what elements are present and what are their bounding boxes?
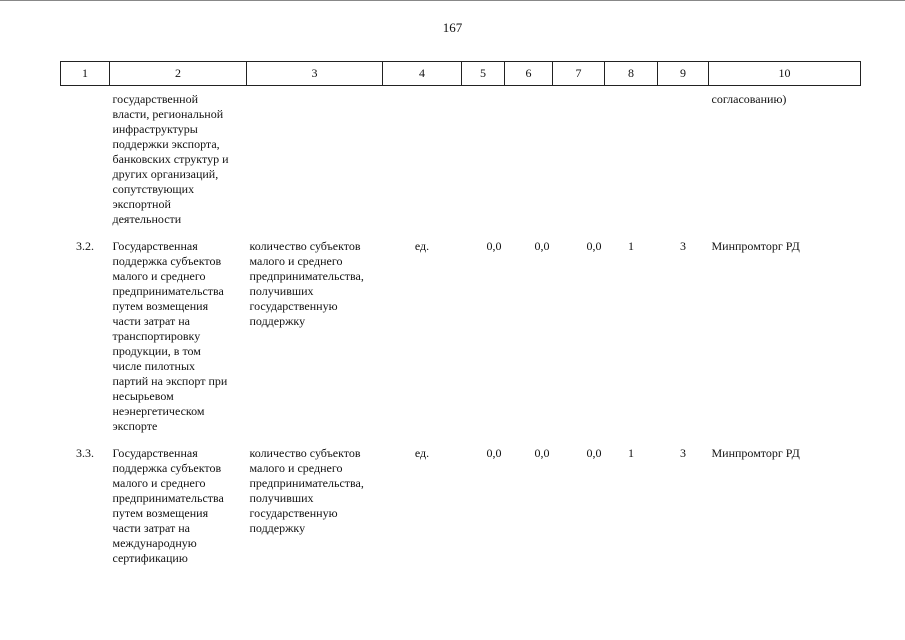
row-spacer: [61, 227, 861, 239]
indicator-name: количество субъектов малого и среднего предпринимательства, получивших государственную поддержку: [249, 446, 364, 535]
activity-name: государственной власти, региональной инфраструктуры поддержки экспорта, банковских структур и других организаций, сопутствующих экспортной деятельности: [112, 92, 229, 226]
header-col-10: 10: [709, 62, 861, 86]
unit: [383, 86, 462, 228]
header-col-3: 3: [247, 62, 383, 86]
page-number: 167: [442, 20, 463, 35]
value-col-8: 1: [628, 239, 634, 253]
value-col-9: [658, 86, 709, 228]
row-number: 3.3.: [76, 446, 94, 460]
header-row: [61, 62, 861, 86]
value-col-7: 0,0: [586, 446, 602, 460]
value-col-5: 0,0: [486, 446, 502, 460]
table-row: [61, 446, 861, 566]
activity-name: Государственная поддержка субъектов малого и среднего предпринимательства путем возмещения части затрат на транспортировку продукции, в том числе пилотных партий на экспорт при несырьевом неэнергетическом экспорте: [112, 239, 228, 433]
header-col-8: 8: [605, 62, 658, 86]
header-col-1: 1: [61, 62, 110, 86]
value-col-6: [505, 86, 553, 228]
value-col-9: 3: [680, 446, 686, 460]
header-col-5: 5: [462, 62, 505, 86]
value-col-5: 0,0: [486, 239, 502, 253]
header-col-7: 7: [553, 62, 605, 86]
row-spacer: [61, 434, 861, 446]
value-col-5: [462, 86, 505, 228]
responsible: согласованию): [711, 92, 787, 106]
responsible: Минпромторг РД: [711, 446, 800, 460]
header-col-6: 6: [505, 62, 553, 86]
value-col-8: [605, 86, 658, 228]
indicator-name: [247, 86, 383, 228]
header-col-4: 4: [383, 62, 462, 86]
value-col-6: 0,0: [534, 446, 550, 460]
indicator-name: количество субъектов малого и среднего предпринимательства, получивших государственную поддержку: [249, 239, 364, 328]
value-col-7: [553, 86, 605, 228]
table-row: [61, 86, 861, 228]
value-col-7: 0,0: [586, 239, 602, 253]
activity-name: Государственная поддержка субъектов малого и среднего предпринимательства путем возмещения части затрат на международную сертификацию: [112, 446, 224, 565]
unit: ед.: [414, 446, 430, 460]
header-col-9: 9: [658, 62, 709, 86]
value-col-8: 1: [628, 446, 634, 460]
responsible: Минпромторг РД: [711, 239, 800, 253]
value-col-9: 3: [680, 239, 686, 253]
program-table: [60, 61, 861, 566]
unit: ед.: [414, 239, 430, 253]
row-number: 3.2.: [76, 239, 94, 253]
value-col-6: 0,0: [534, 239, 550, 253]
row-number: [61, 86, 110, 228]
table-row: [61, 239, 861, 434]
header-col-2: 2: [110, 62, 247, 86]
top-rule: [0, 0, 905, 1]
